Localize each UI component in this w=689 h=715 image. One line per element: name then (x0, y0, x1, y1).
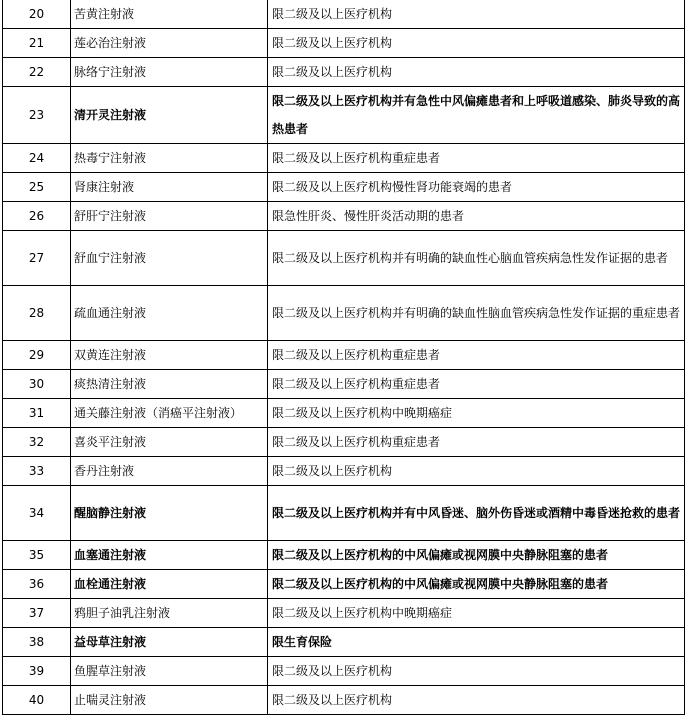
drug-name: 莲必治注射液 (71, 29, 268, 58)
table-row (3, 29, 685, 58)
drug-name: 苦黄注射液 (71, 0, 268, 29)
row-number: 24 (3, 144, 71, 173)
drug-name: 益母草注射液 (71, 628, 268, 657)
table-row (3, 231, 685, 286)
drug-name: 喜炎平注射液 (71, 428, 268, 457)
row-number: 38 (3, 628, 71, 657)
row-number: 36 (3, 570, 71, 599)
restriction-note: 限二级及以上医疗机构重症患者 (268, 341, 685, 370)
table-row (3, 541, 685, 570)
row-number: 30 (3, 370, 71, 399)
drug-name: 清开灵注射液 (71, 87, 268, 144)
restriction-note: 限二级及以上医疗机构并有明确的缺血性心脑血管疾病急性发作证据的患者 (268, 231, 685, 286)
table-row (3, 428, 685, 457)
row-number: 33 (3, 457, 71, 486)
restriction-note: 限二级及以上医疗机构慢性肾功能衰竭的患者 (268, 173, 685, 202)
restriction-note: 限生育保险 (268, 628, 685, 657)
drug-name: 血栓通注射液 (71, 570, 268, 599)
row-number: 22 (3, 58, 71, 87)
table-row (3, 202, 685, 231)
table-body (3, 0, 685, 715)
drug-name: 血塞通注射液 (71, 541, 268, 570)
row-number: 21 (3, 29, 71, 58)
row-number: 26 (3, 202, 71, 231)
row-number: 40 (3, 686, 71, 715)
restriction-note: 限二级及以上医疗机构 (268, 686, 685, 715)
drug-name: 止喘灵注射液 (71, 686, 268, 715)
row-number: 35 (3, 541, 71, 570)
drug-name: 醒脑静注射液 (71, 486, 268, 541)
row-number: 29 (3, 341, 71, 370)
drug-name: 肾康注射液 (71, 173, 268, 202)
restriction-note: 限二级及以上医疗机构并有明确的缺血性脑血管疾病急性发作证据的重症患者 (268, 286, 685, 341)
restriction-note: 限二级及以上医疗机构的中风偏瘫或视网膜中央静脉阻塞的患者 (268, 541, 685, 570)
drug-name: 通关藤注射液（消癌平注射液） (71, 399, 268, 428)
row-number: 32 (3, 428, 71, 457)
row-number: 31 (3, 399, 71, 428)
restriction-note: 限二级及以上医疗机构重症患者 (268, 370, 685, 399)
row-number: 25 (3, 173, 71, 202)
table-row (3, 570, 685, 599)
drug-restriction-table-container (2, 0, 685, 715)
restriction-note: 限二级及以上医疗机构并有急性中风偏瘫患者和上呼吸道感染、肺炎导致的高热患者 (268, 87, 685, 144)
restriction-note: 限二级及以上医疗机构 (268, 457, 685, 486)
table-row (3, 144, 685, 173)
table-row (3, 486, 685, 541)
drug-name: 舒血宁注射液 (71, 231, 268, 286)
table-row (3, 457, 685, 486)
row-number: 23 (3, 87, 71, 144)
restriction-note: 限二级及以上医疗机构重症患者 (268, 144, 685, 173)
table-row (3, 399, 685, 428)
row-number: 27 (3, 231, 71, 286)
row-number: 28 (3, 286, 71, 341)
table-row (3, 286, 685, 341)
drug-name: 香丹注射液 (71, 457, 268, 486)
restriction-note: 限二级及以上医疗机构中晚期癌症 (268, 399, 685, 428)
drug-name: 鸦胆子油乳注射液 (71, 599, 268, 628)
restriction-note: 限二级及以上医疗机构 (268, 58, 685, 87)
restriction-note: 限二级及以上医疗机构 (268, 29, 685, 58)
table-row (3, 657, 685, 686)
drug-name: 热毒宁注射液 (71, 144, 268, 173)
table-row (3, 370, 685, 399)
restriction-note: 限急性肝炎、慢性肝炎活动期的患者 (268, 202, 685, 231)
restriction-note: 限二级及以上医疗机构并有中风昏迷、脑外伤昏迷或酒精中毒昏迷抢救的患者 (268, 486, 685, 541)
drug-name: 痰热清注射液 (71, 370, 268, 399)
restriction-note: 限二级及以上医疗机构中晚期癌症 (268, 599, 685, 628)
restriction-note: 限二级及以上医疗机构重症患者 (268, 428, 685, 457)
drug-name: 脉络宁注射液 (71, 58, 268, 87)
drug-name: 鱼腥草注射液 (71, 657, 268, 686)
drug-name: 双黄连注射液 (71, 341, 268, 370)
table-row (3, 87, 685, 144)
table-row (3, 686, 685, 715)
restriction-note: 限二级及以上医疗机构的中风偏瘫或视网膜中央静脉阻塞的患者 (268, 570, 685, 599)
table-row (3, 173, 685, 202)
table-row (3, 628, 685, 657)
row-number: 37 (3, 599, 71, 628)
restriction-note: 限二级及以上医疗机构 (268, 0, 685, 29)
drug-restriction-table (2, 0, 685, 715)
table-row (3, 0, 685, 29)
row-number: 39 (3, 657, 71, 686)
row-number: 34 (3, 486, 71, 541)
restriction-note: 限二级及以上医疗机构 (268, 657, 685, 686)
table-row (3, 341, 685, 370)
drug-name: 疏血通注射液 (71, 286, 268, 341)
row-number: 20 (3, 0, 71, 29)
table-row (3, 58, 685, 87)
drug-name: 舒肝宁注射液 (71, 202, 268, 231)
table-row (3, 599, 685, 628)
